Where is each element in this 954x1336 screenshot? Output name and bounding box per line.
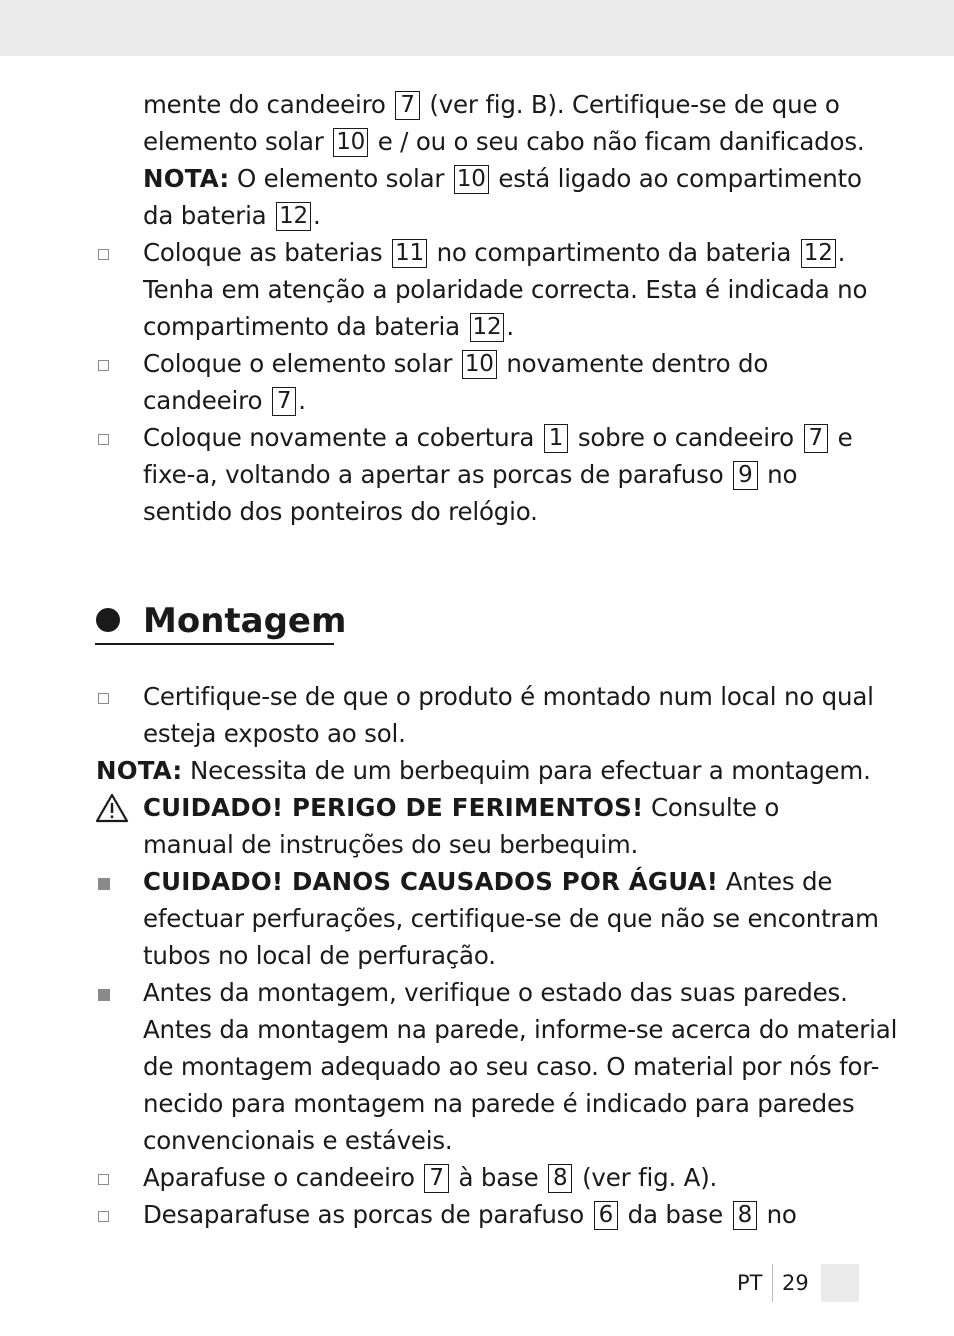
part-number: 9	[733, 461, 757, 490]
part-number: 10	[454, 165, 489, 194]
part-number: 7	[395, 91, 419, 120]
text-line: convencionais e estáveis.	[143, 1126, 453, 1155]
checkbox-bullet-icon	[98, 693, 109, 704]
part-number: 8	[733, 1201, 757, 1230]
list-item: Coloque o elemento solar 10 novamente dentro do	[143, 349, 769, 378]
part-number: 6	[594, 1201, 618, 1230]
text-line: necido para montagem na parede é indicado para paredes	[143, 1089, 855, 1118]
text-line: tubos no local de perfuração.	[143, 941, 496, 970]
note-line: NOTA: Necessita de um berbequim para efectuar a montagem.	[96, 756, 871, 785]
part-number: 12	[470, 313, 505, 342]
checkbox-bullet-icon	[98, 1211, 109, 1222]
list-item: Coloque novamente a cobertura 1 sobre o candeeiro 7 e	[143, 423, 853, 452]
top-band	[0, 0, 954, 56]
text-line: Tenha em atenção a polaridade correcta. Esta é indicada no	[143, 275, 868, 304]
section-title: Montagem	[143, 601, 347, 641]
footer-tab	[821, 1264, 859, 1302]
part-number: 7	[272, 387, 296, 416]
footer-divider	[772, 1264, 773, 1302]
part-number: 12	[801, 239, 836, 268]
page-number: 29	[782, 1271, 809, 1295]
list-item: Coloque as baterias 11 no compartimento da bateria 12 .	[143, 238, 846, 267]
note-line: NOTA: O elemento solar 10 está ligado ao compartimento	[143, 164, 862, 193]
caution-label: CUIDADO! PERIGO DE FERIMENTOS!	[143, 793, 644, 822]
text-line: candeeiro 7 .	[143, 386, 306, 415]
square-bullet-icon	[98, 989, 110, 1001]
text-line: efectuar perfurações, certifique-se de que não se encontram	[143, 904, 879, 933]
text-line: mente do candeeiro 7 (ver fig. B). Certifique-se de que o	[143, 90, 840, 119]
checkbox-bullet-icon	[98, 360, 109, 371]
heading-underline	[95, 643, 334, 645]
part-number: 10	[462, 350, 497, 379]
caution-label: CUIDADO! DANOS CAUSADOS POR ÁGUA!	[143, 867, 719, 896]
part-number: 8	[548, 1164, 572, 1193]
text-line: sentido dos ponteiros do relógio.	[143, 497, 538, 526]
list-item: Certifique-se de que o produto é montado num local no qual	[143, 682, 874, 711]
text-line: manual de instruções do seu berbequim.	[143, 830, 639, 859]
text-line: de montagem adequado ao seu caso. O material por nós for-	[143, 1052, 880, 1081]
part-number: 10	[333, 128, 368, 157]
note-label: NOTA:	[96, 756, 183, 785]
part-number: 7	[424, 1164, 448, 1193]
caution-line: CUIDADO! PERIGO DE FERIMENTOS! Consulte o	[143, 793, 780, 822]
text-line: esteja exposto ao sol.	[143, 719, 406, 748]
checkbox-bullet-icon	[98, 1174, 109, 1185]
footer-language: PT	[737, 1271, 763, 1295]
note-label: NOTA:	[143, 164, 230, 193]
text-line: compartimento da bateria 12 .	[143, 312, 514, 341]
square-bullet-icon	[98, 878, 110, 890]
section-dot-icon	[96, 608, 120, 632]
text-line: da bateria 12 .	[143, 201, 321, 230]
text-line: elemento solar 10 e / ou o seu cabo não ficam danificados.	[143, 127, 865, 156]
part-number: 7	[804, 424, 828, 453]
part-number: 11	[392, 239, 427, 268]
checkbox-bullet-icon	[98, 249, 109, 260]
part-number: 1	[544, 424, 568, 453]
list-item: Antes da montagem, verifique o estado das suas paredes.	[143, 978, 848, 1007]
list-item: Desaparafuse as porcas de parafuso 6 da base 8 no	[143, 1200, 797, 1229]
warning-triangle-icon	[95, 793, 129, 823]
text-line: fixe-a, voltando a apertar as porcas de parafuso 9 no	[143, 460, 798, 489]
caution-line: CUIDADO! DANOS CAUSADOS POR ÁGUA! Antes de	[143, 867, 833, 896]
checkbox-bullet-icon	[98, 434, 109, 445]
text-line: Antes da montagem na parede, informe-se acerca do material	[143, 1015, 898, 1044]
part-number: 12	[276, 202, 311, 231]
list-item: Aparafuse o candeeiro 7 à base 8 (ver fig. A).	[143, 1163, 718, 1192]
